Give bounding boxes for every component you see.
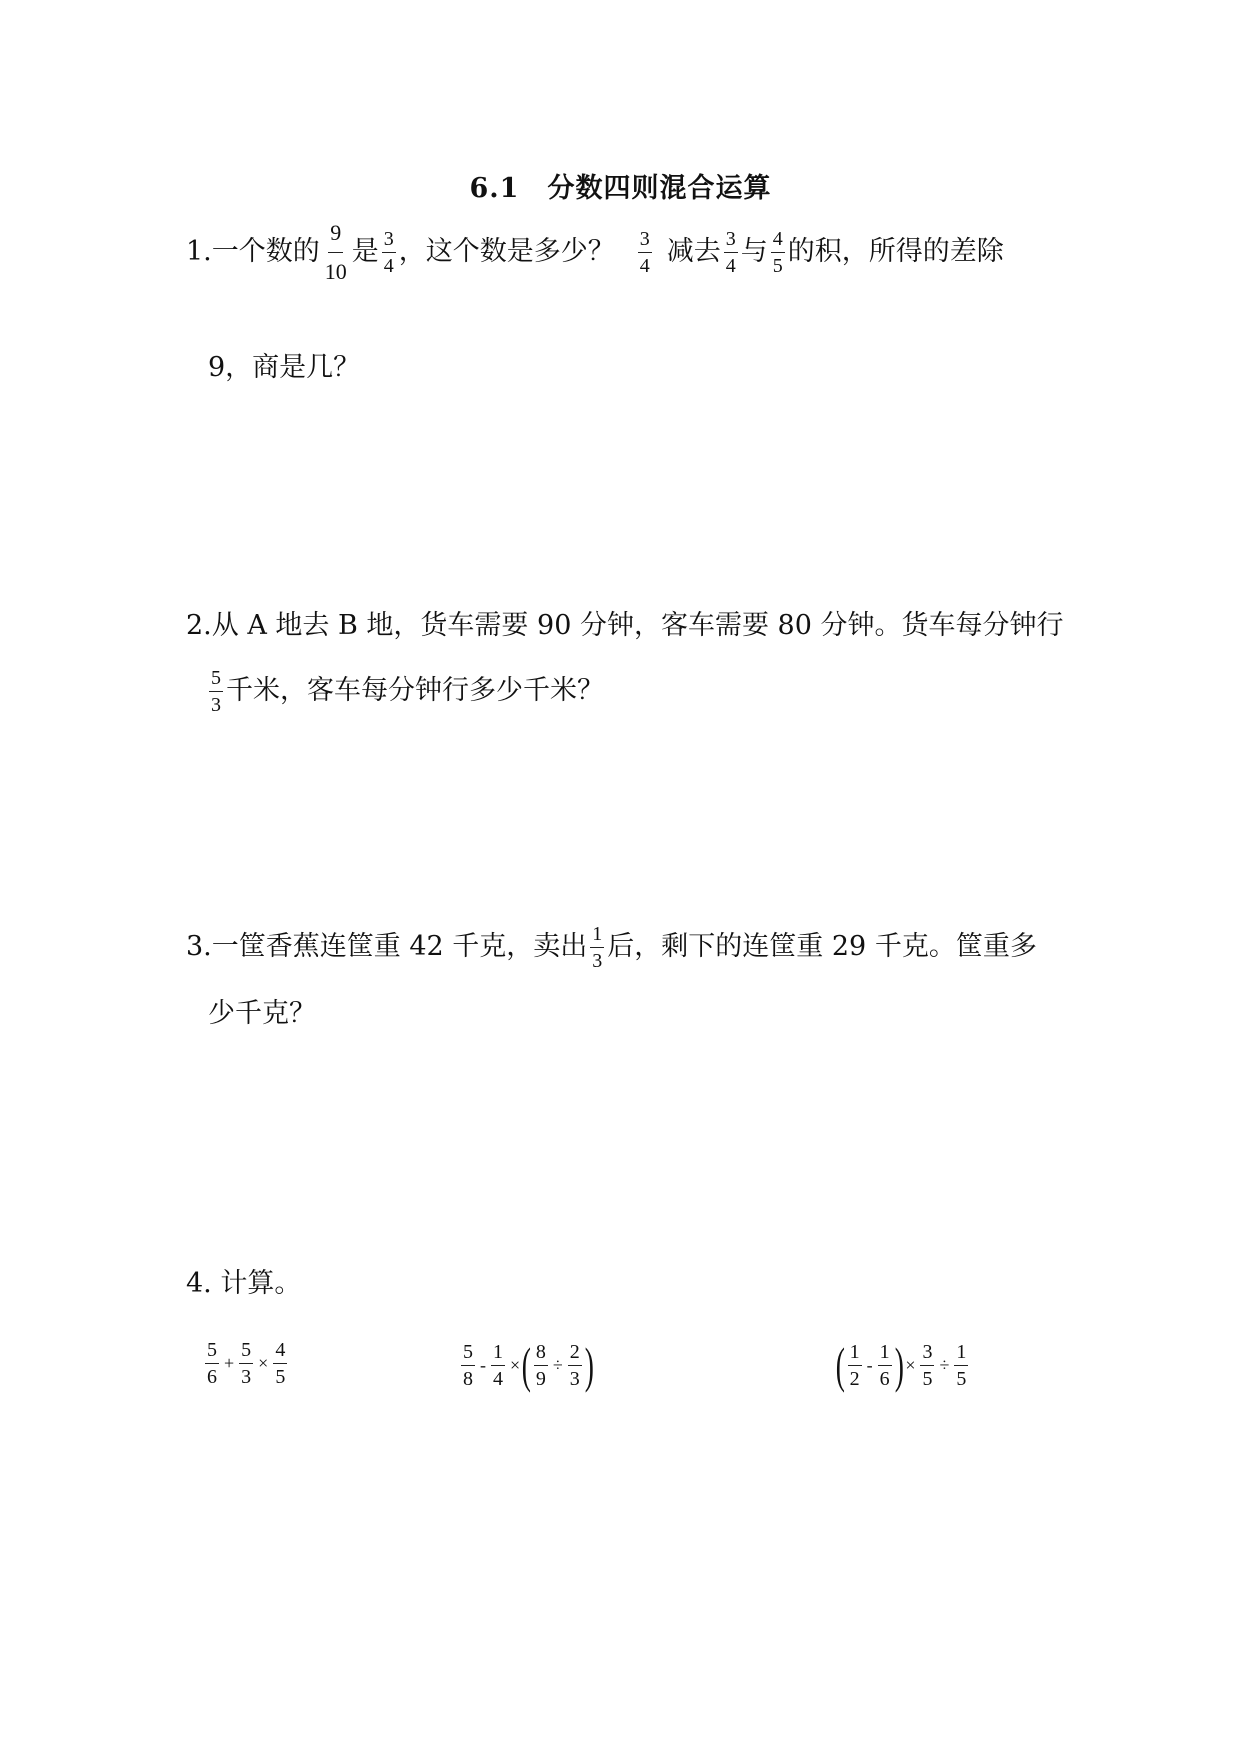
fraction (323, 222, 349, 283)
fraction (568, 1342, 582, 1389)
right-parenthesis: ) (584, 1337, 594, 1393)
numerator: 5 (461, 1342, 475, 1366)
expression-1 (202, 1340, 290, 1387)
operator: × (905, 1354, 916, 1375)
denominator: 3 (241, 1366, 252, 1388)
numerator: 3 (920, 1342, 934, 1366)
denominator: 4 (725, 255, 736, 277)
fraction (954, 1342, 968, 1389)
denominator: 2 (849, 1367, 860, 1390)
fraction (491, 1342, 505, 1389)
right-parenthesis: ) (894, 1337, 904, 1393)
q3-text: 后，剩下的连筐重 29 千克。筐重多 (607, 931, 1037, 962)
question-1-line-2: 9，商是几？ (208, 352, 361, 383)
q2-text: 千米，客车每分钟行多少千米？ (226, 675, 604, 706)
numerator: 1 (878, 1342, 892, 1366)
q1-text: 一个数的 (211, 236, 320, 267)
operator: × (510, 1354, 521, 1375)
question-1-number: 1. (186, 236, 212, 267)
fraction (771, 229, 785, 276)
question-4-label: 4. 计算。 (186, 1268, 302, 1299)
expression-2 (458, 1337, 594, 1393)
question-2-number: 2. (186, 610, 212, 641)
numerator: 5 (239, 1340, 253, 1364)
question-3-line-1 (186, 924, 1037, 971)
fraction (724, 229, 738, 276)
operator: + (224, 1353, 235, 1373)
operator: × (258, 1353, 269, 1373)
question-3-number: 3. (186, 931, 212, 962)
denominator: 10 (324, 259, 347, 284)
denominator: 6 (879, 1367, 890, 1390)
operator: - (866, 1354, 873, 1375)
denominator: 4 (383, 255, 394, 277)
denominator: 4 (493, 1367, 503, 1390)
numerator: 3 (724, 229, 738, 253)
numerator: 5 (205, 1340, 219, 1364)
q1-text: 减去 (666, 236, 721, 267)
q2-text: 从 A 地去 B 地，货车需要 90 分钟，客车需要 80 分钟。货车每分钟行 (211, 610, 1064, 641)
denominator: 4 (639, 255, 650, 277)
numerator: 3 (382, 229, 396, 253)
operator: ÷ (939, 1354, 950, 1375)
fraction (534, 1342, 548, 1389)
operator: ÷ (552, 1354, 563, 1375)
left-parenthesis: ( (521, 1337, 532, 1393)
question-2-line-1 (186, 606, 1063, 646)
operator: - (480, 1354, 486, 1375)
numerator: 4 (273, 1340, 287, 1364)
expression-3 (835, 1337, 971, 1393)
fraction (239, 1340, 253, 1387)
denominator: 8 (463, 1367, 473, 1390)
q1-text: 的积，所得的差除 (787, 236, 1004, 267)
left-parenthesis: ( (835, 1337, 845, 1393)
numerator: 9 (328, 222, 343, 253)
numerator: 1 (954, 1342, 968, 1366)
question-2-line-2 (206, 668, 604, 715)
fraction (382, 229, 396, 276)
page-title: 6.1 分数四则混合运算 (469, 173, 772, 204)
numerator: 3 (638, 229, 652, 253)
denominator: 5 (772, 255, 783, 277)
denominator: 3 (211, 694, 221, 716)
numerator: 2 (568, 1342, 582, 1366)
denominator: 6 (207, 1366, 217, 1388)
denominator: 5 (956, 1367, 967, 1390)
denominator: 3 (592, 950, 603, 972)
q1-text: 是 (351, 236, 379, 267)
denominator: 5 (922, 1367, 933, 1390)
denominator: 3 (569, 1367, 580, 1390)
numerator: 5 (209, 668, 223, 692)
fraction (590, 924, 604, 971)
fraction (461, 1342, 475, 1389)
fraction (638, 229, 652, 276)
numerator: 1 (590, 924, 604, 948)
question-1-line-1 (186, 222, 1004, 283)
q1-text: ，这个数是多少？ (398, 236, 615, 267)
fraction (878, 1342, 892, 1389)
numerator: 4 (771, 229, 785, 253)
fraction (848, 1342, 862, 1389)
q1-text: 与 (740, 236, 768, 267)
fraction (920, 1342, 934, 1389)
denominator: 5 (275, 1366, 286, 1388)
q3-text: 一筐香蕉连筐重 42 千克，卖出 (211, 931, 588, 962)
question-3-line-2: 少千克？ (208, 998, 316, 1029)
fraction (205, 1340, 219, 1387)
fraction (209, 668, 223, 715)
numerator: 1 (848, 1342, 862, 1366)
fraction (273, 1340, 287, 1387)
numerator: 1 (491, 1342, 505, 1366)
numerator: 8 (534, 1342, 548, 1366)
denominator: 9 (535, 1367, 546, 1390)
